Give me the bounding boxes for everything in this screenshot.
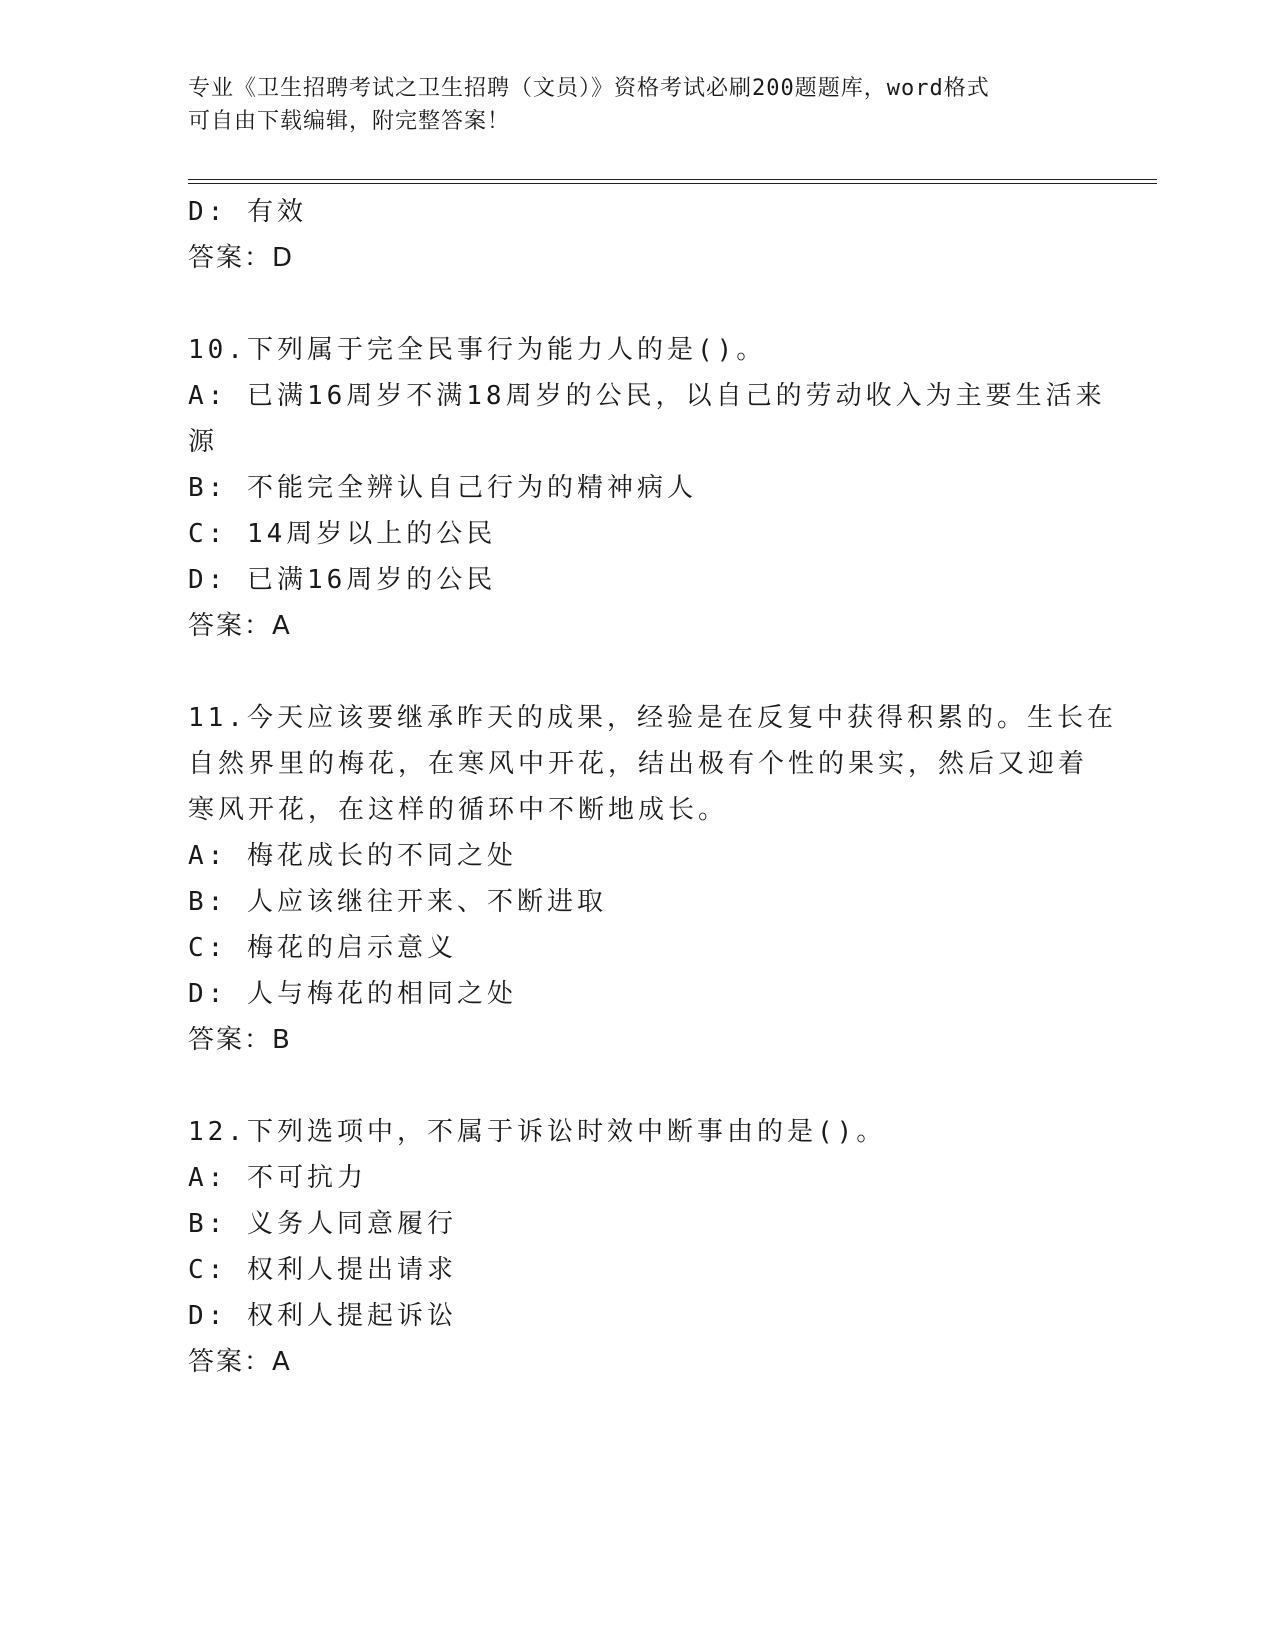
- spacer: [188, 649, 1088, 695]
- question-11: [188, 695, 1117, 1063]
- question-option-b: B: 人应该继往开来、不断进取: [188, 887, 607, 917]
- question-option-c: C: 梅花的启示意义: [188, 933, 457, 963]
- question-answer: 答案：B: [188, 1025, 292, 1055]
- document-header: [188, 72, 1088, 138]
- question-12: [188, 1109, 1088, 1385]
- question-option-a-continued: 源: [188, 427, 219, 457]
- question-stem-line-1: 11.今天应该要继承昨天的成果，经验是在反复中获得积累的。生长在: [188, 703, 1117, 733]
- question-answer: 答案：A: [188, 611, 292, 641]
- question-stem-line-3: 寒风开花，在这样的循环中不断地成长。: [188, 795, 729, 825]
- question-option-b: B: 不能完全辨认自己行为的精神病人: [188, 473, 697, 503]
- question-option-a: A: 已满16周岁不满18周岁的公民，以自己的劳动收入为主要生活来: [188, 381, 1106, 411]
- question-option-d: D: 权利人提起诉讼: [188, 1301, 457, 1331]
- header-divider-top: [188, 179, 1157, 180]
- spacer: [188, 1063, 1088, 1109]
- question-option-d: D: 人与梅花的相同之处: [188, 979, 517, 1009]
- header-divider-bottom: [188, 183, 1157, 184]
- document-body: [188, 189, 1117, 1385]
- question-option-a: A: 梅花成长的不同之处: [188, 841, 517, 871]
- question-10: [188, 327, 1106, 649]
- question-option-d: D: 已满16周岁的公民: [188, 565, 497, 595]
- question-option-c: C: 权利人提出请求: [188, 1255, 457, 1285]
- question-option-b: B: 义务人同意履行: [188, 1209, 457, 1239]
- spacer: [188, 281, 1088, 327]
- question-stem: 12.下列选项中，不属于诉讼时效中断事由的是()。: [188, 1117, 887, 1147]
- carryover-answer: 答案：D: [188, 243, 295, 273]
- carryover-option-d: D: 有效: [188, 197, 307, 227]
- question-option-a: A: 不可抗力: [188, 1163, 367, 1193]
- question-option-c: C: 14周岁以上的公民: [188, 519, 497, 549]
- question-stem-line-2: 自然界里的梅花，在寒风中开花，结出极有个性的果实，然后又迎着: [188, 749, 1089, 779]
- header-title-line-2: 可自由下载编辑，附完整答案！: [188, 109, 511, 134]
- question-stem: 10.下列属于完全民事行为能力人的是()。: [188, 335, 767, 365]
- question-answer: 答案：A: [188, 1347, 292, 1377]
- header-title-line-1: 专业《卫生招聘考试之卫生招聘（文员）》资格考试必刷200题题库，word格式: [188, 76, 990, 101]
